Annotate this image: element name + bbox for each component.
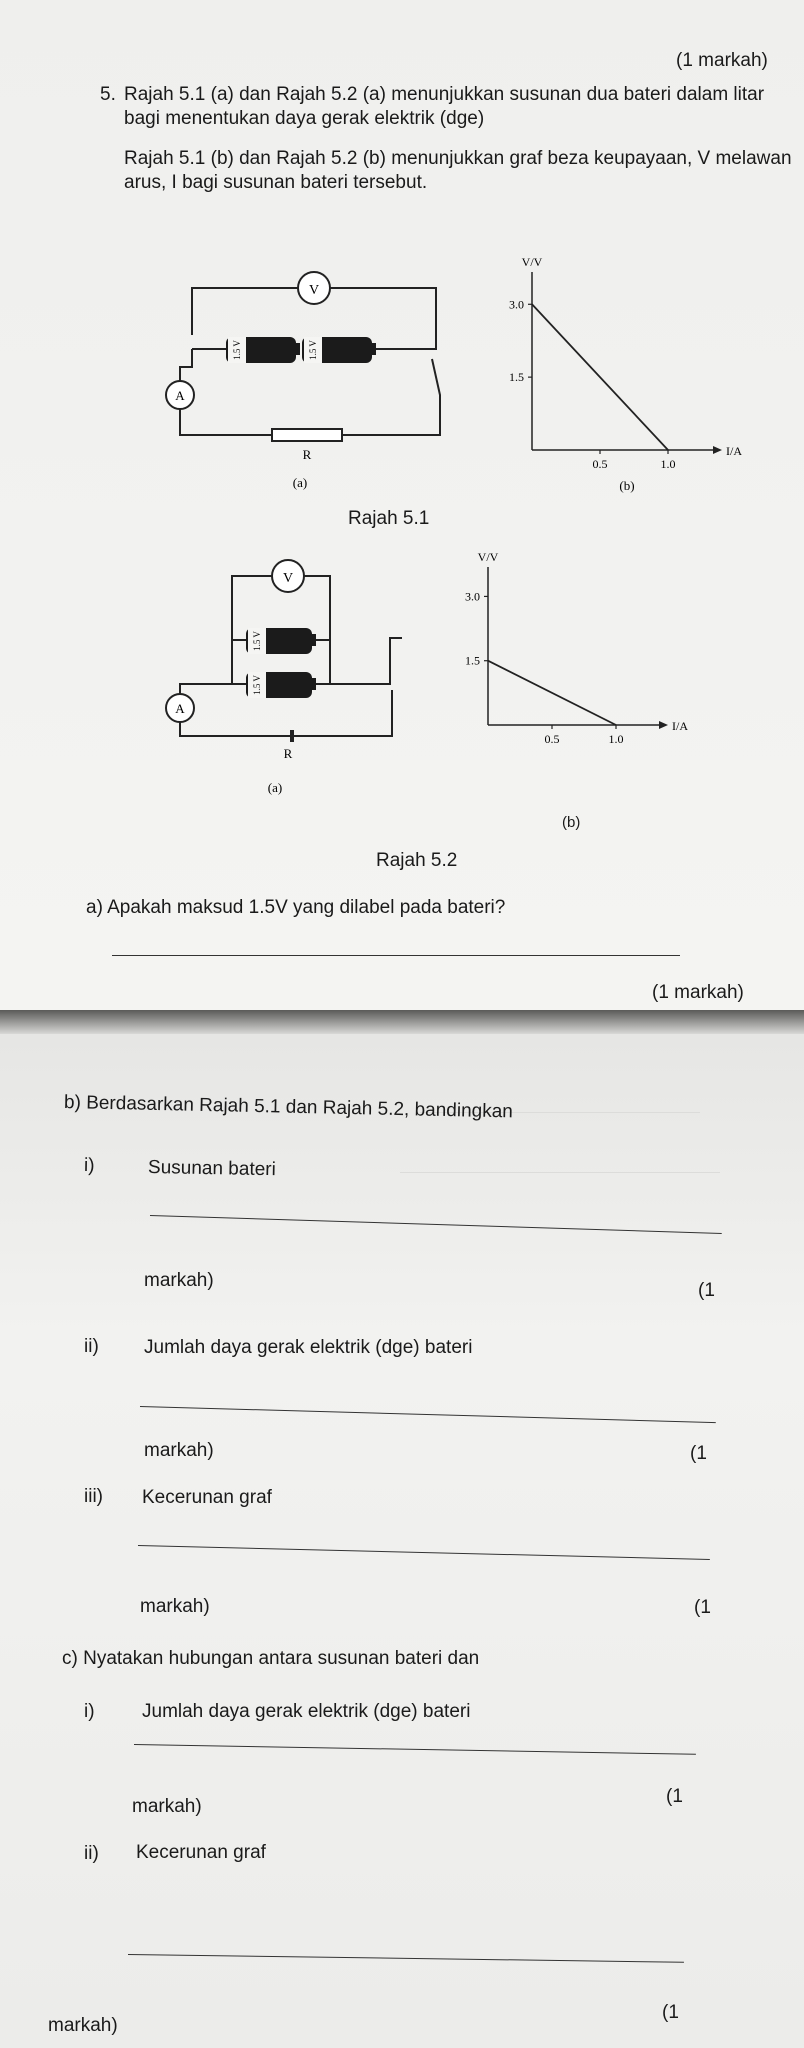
previous-marks: (1 markah) xyxy=(676,50,768,71)
y-axis-label: V/V xyxy=(521,255,543,269)
resistor-symbol xyxy=(290,730,294,742)
circuit-sub-label: (a) xyxy=(267,780,283,795)
question-b-iii-markah: markah) xyxy=(140,1596,210,1617)
figure-caption-5-2: Rajah 5.2 xyxy=(376,850,458,871)
question-b-ii-num: ii) xyxy=(84,1336,99,1357)
question-c-i-markah: markah) xyxy=(132,1796,202,1817)
voltmeter-label: V xyxy=(282,571,294,586)
voltmeter-label: V xyxy=(308,283,320,298)
question-b-iii-label: Kecerunan graf xyxy=(142,1487,272,1508)
question-c-text: c) Nyatakan hubungan antara susunan bateri dan xyxy=(62,1648,480,1669)
resistor-symbol xyxy=(272,429,342,441)
circuit-diagram-5-1 xyxy=(140,255,460,495)
battery-1-label: 1.5 V xyxy=(232,340,242,360)
question-c-i-paren: (1 xyxy=(666,1786,683,1807)
series-line xyxy=(488,661,616,725)
resistor-label: R xyxy=(302,447,312,462)
resistor-label: R xyxy=(283,746,293,761)
ammeter-label: A xyxy=(175,701,185,716)
x-axis-label: I/A xyxy=(726,444,742,458)
battery-2-label: 1.5 V xyxy=(308,340,318,360)
question-b-ii-label: Jumlah daya gerak elektrik (dge) bateri xyxy=(144,1337,473,1358)
question-text-line2: bagi menentukan daya gerak elektrik (dge) xyxy=(124,108,485,129)
page-separator xyxy=(0,1010,804,1034)
answer-line-a[interactable] xyxy=(112,955,680,956)
question-c-ii-markah: markah) xyxy=(48,2015,118,2036)
question-b-i-label: Susunan bateri xyxy=(147,1157,277,1181)
graph-5-2 xyxy=(440,550,690,790)
question-c-ii-paren: (1 xyxy=(662,2002,679,2023)
question-c-ii-num: ii) xyxy=(84,1843,99,1864)
ammeter-label: A xyxy=(175,388,185,403)
question-b-iii-num: iii) xyxy=(84,1486,103,1507)
y-tick-label: 3.0 xyxy=(509,297,524,312)
question-c-i-label: Jumlah daya gerak elektrik (dge) bateri xyxy=(142,1701,471,1722)
question-b-i-markah: markah) xyxy=(144,1270,214,1291)
question-c-i-num: i) xyxy=(84,1701,95,1722)
x-axis-arrow xyxy=(659,721,668,729)
x-axis-arrow xyxy=(713,446,722,454)
worksheet-page-2 xyxy=(0,1034,804,2048)
question-a-text: a) Apakah maksud 1.5V yang dilabel pada bateri? xyxy=(86,897,506,918)
question-text-line1: Rajah 5.1 (a) dan Rajah 5.2 (a) menunjukkan susunan dua bateri dalam litar xyxy=(124,84,765,105)
battery-1-label: 1.5 V xyxy=(252,631,262,651)
x-tick-label: 1.0 xyxy=(608,732,624,746)
figure-caption-5-1: Rajah 5.1 xyxy=(348,508,430,529)
question-b-i-num: i) xyxy=(83,1155,95,1177)
x-tick-label: 0.5 xyxy=(544,732,560,746)
question-b-i-paren: (1 xyxy=(698,1280,715,1301)
y-axis-label: V/V xyxy=(477,550,499,564)
x-tick-label: 1.0 xyxy=(660,457,676,471)
question-b-text: b) Berdasarkan Rajah 5.1 dan Rajah 5.2, bandingkan xyxy=(63,1092,514,1123)
series-line xyxy=(532,304,668,450)
x-tick-label: 0.5 xyxy=(592,457,608,471)
circuit-diagram-5-2 xyxy=(140,558,440,798)
x-axis-label: I/A xyxy=(672,719,688,733)
question-number: 5. xyxy=(100,84,116,105)
question-b-ii-paren: (1 xyxy=(690,1443,707,1464)
graph-5-1 xyxy=(470,255,740,495)
question-b-ii-markah: markah) xyxy=(144,1440,214,1461)
graph-sub-label-5-2: (b) xyxy=(562,814,581,831)
question-c-ii-label: Kecerunan graf xyxy=(136,1842,266,1863)
question-b-iii-paren: (1 xyxy=(694,1597,711,1618)
y-tick-label: 3.0 xyxy=(465,589,480,604)
battery-2-label: 1.5 V xyxy=(252,675,262,695)
question-text-line4: arus, I bagi susunan bateri tersebut. xyxy=(124,172,428,193)
question-text-line3: Rajah 5.1 (b) dan Rajah 5.2 (b) menunjukkan graf beza keupayaan, V melawan xyxy=(124,148,792,169)
circuit-sub-label: (a) xyxy=(292,475,308,490)
graph-sub-label: (b) xyxy=(619,478,635,493)
y-tick-label: 1.5 xyxy=(509,370,524,385)
y-tick-label: 1.5 xyxy=(465,653,480,668)
question-a-marks: (1 markah) xyxy=(652,982,744,1003)
